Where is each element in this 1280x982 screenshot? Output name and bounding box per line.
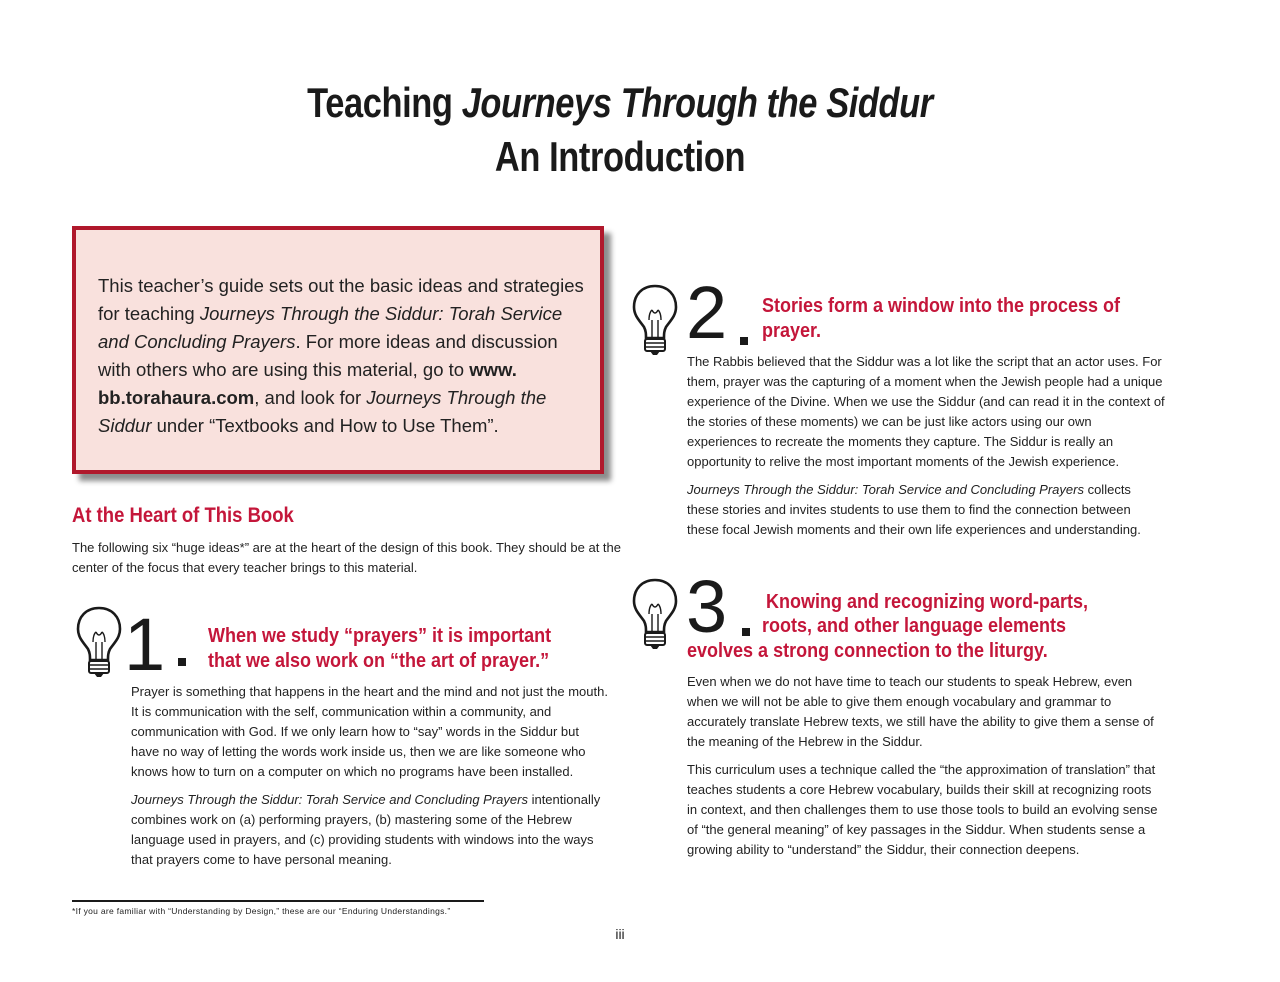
idea-body-3 (687, 672, 1165, 868)
idea-2-p2-rest: collects these stories and invites students to use them to find the connection between these focal Jewish moments and their own life experiences and understanding. (687, 482, 1141, 537)
footnote: *If you are familiar with “Understanding by Design,” these are our “Enduring Understandings.” (72, 906, 451, 916)
idea-2-paragraph-1: The Rabbis believed that the Siddur was a lot like the script that an actor uses. For them, prayer was the capturing of a moment when the Jewish people had a unique experience of the Divine. When we use the Siddur (and can read it in the context of the stories of these moments) we can be just like actors using our own experiences to recreate the moments they capture. The Siddur is really an opportunity to relive the most important moments of the Jewish experience. (687, 354, 1165, 469)
intro-callout-box (72, 226, 604, 474)
title-prefix: Teaching (307, 79, 462, 126)
callout-text (98, 272, 588, 440)
idea-1-book-title: Journeys Through the Siddur: Torah Service and Concluding Prayers (131, 792, 528, 807)
idea-2-paragraph-2 (687, 480, 1165, 540)
title-line-1 (112, 76, 1129, 130)
title-line-2: An Introduction (494, 133, 746, 180)
number-dot (178, 658, 186, 666)
idea-heading-3c: evolves a strong connection to the liturgy. (687, 640, 1048, 662)
idea-3-paragraph-2: This curriculum uses a technique called the “the approximation of translation” that teaches students a core Hebrew vocabulary, builds their skill at recognizing roots in context, and then challenges them to use those tools to build an evolving sense of “the general meaning” of key passages in the Siddur. When students sense a growing ability to “understand” the Siddur, their connection deepens. (687, 762, 1158, 857)
lightbulb-icon (74, 604, 124, 678)
number-dot (740, 337, 748, 345)
section-heading: At the Heart of This Book (72, 504, 294, 527)
idea-1-p2-rest: intentionally combines work on (a) performing prayers, (b) mastering some of the Hebrew language used in prayers, and (c) providing students with windows into the ways that prayers come to have personal meaning. (131, 792, 601, 867)
idea-number-1: 1 (124, 603, 166, 686)
idea-1-paragraph-2 (131, 790, 609, 870)
title-book-name: Journeys Through the Siddur (461, 79, 933, 126)
idea-1-paragraph-1: Prayer is something that happens in the heart and the mind and not just the mouth. It is communication with the self, communication within a community, and communication with God. If we only learn how to “say” words in the Siddur but have no way of letting the words work inside us, then we are like someone who knows how to turn on a computer on which no programs have been installed. (131, 684, 608, 779)
callout-book-title: Journeys Through the Siddur: Torah Service and Concluding Prayers (98, 303, 563, 352)
footnote-divider (72, 900, 484, 902)
callout-book-short: Journeys Through the Siddur (98, 387, 547, 436)
number-dot (742, 628, 750, 636)
idea-number-2: 2 (686, 271, 728, 354)
idea-body-2 (687, 352, 1165, 548)
idea-heading-2: Stories form a window into the process of prayer. (762, 295, 1121, 342)
lightbulb-icon (630, 576, 680, 650)
callout-t3: . For more ideas and discussion with others who are using this material, go to (98, 331, 558, 380)
idea-number-3: 3 (686, 565, 728, 648)
section-intro: The following six “huge ideas*” are at the heart of the design of this book. They should be at the center of the focus that every teacher brings to this material. (72, 540, 621, 575)
idea-heading-3a: Knowing and recognizing word-parts, (766, 591, 1089, 613)
callout-t7: under “Textbooks and How to Use Them”. (151, 415, 499, 436)
idea-3-paragraph-1: Even when we do not have time to teach our students to speak Hebrew, even when we will not be able to give them enough vocabulary and grammar to accurately translate Hebrew texts, we still have the ability to give them a sense of the meaning of the Hebrew in the Siddur. (687, 674, 1154, 749)
callout-t5: , and look for (254, 387, 367, 408)
lightbulb-icon (630, 282, 680, 356)
idea-heading-3b: roots, and other language elements (762, 615, 1067, 637)
callout-website-link[interactable]: www. bb.torahaura.com (98, 359, 517, 408)
callout-t1: This teacher’s guide sets out the basic ideas and strategies for teaching (98, 275, 584, 324)
idea-2-book-title: Journeys Through the Siddur: Torah Service and Concluding Prayers (687, 482, 1084, 497)
page-number: iii (615, 926, 625, 942)
page-title (0, 76, 1240, 184)
idea-heading-1: When we study “prayers” it is important that we also work on “the art of prayer.” (208, 625, 552, 672)
idea-body-1 (131, 682, 609, 878)
